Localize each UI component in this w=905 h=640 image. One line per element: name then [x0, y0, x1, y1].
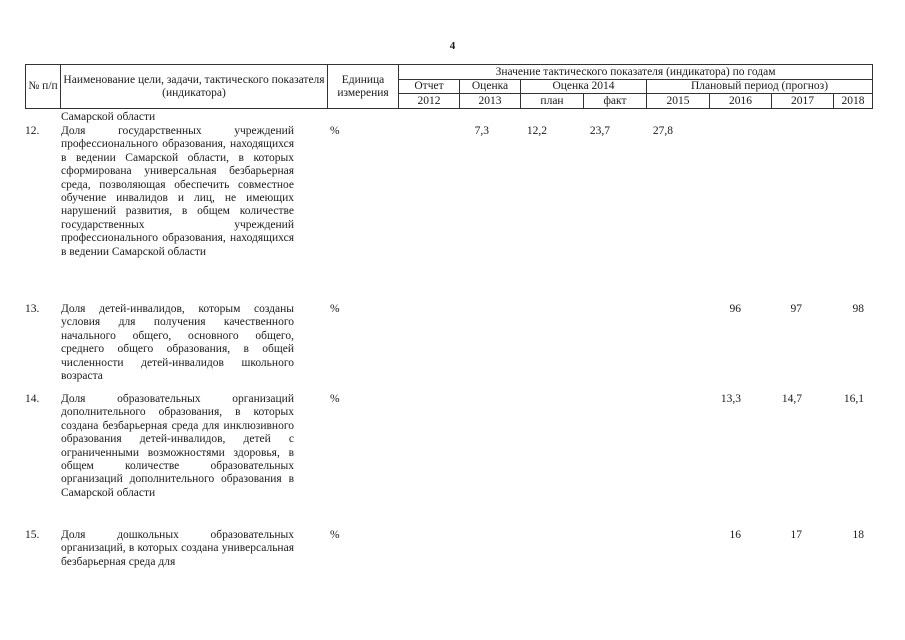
header-fact: факт — [584, 94, 647, 109]
value-2017: 14,7 — [781, 393, 802, 405]
value-2017: 17 — [790, 529, 802, 541]
header-year-2018: 2018 — [834, 94, 873, 109]
page-number: 4 — [449, 40, 456, 52]
header-year-2016: 2016 — [710, 94, 772, 109]
indicator-name: Доля государственных учреждений профессионального образования, находящихся в ведении Самарской области, в которых сформирована универсальная безбарьерная среда, позволяющая обеспечить совместное обучение инвалидов и лиц, не имеющих нарушений развития, в общем количестве государственных учреждений профессионального образования, находящихся в ведении Самарской области — [61, 125, 294, 258]
table-header — [25, 64, 873, 109]
value-2018: 16,1 — [843, 393, 864, 405]
header-values-group: Значение тактического показателя (индикатора) по годам — [399, 65, 873, 80]
header-plan: план — [521, 94, 584, 109]
value-2014-fact: 23,7 — [589, 125, 610, 137]
indicator-name: Доля дошкольных образовательных организаций, в которых создана универсальная безбарьерная среда для — [61, 529, 294, 568]
row-number: 14. — [25, 393, 40, 405]
header-estimate-year: 2013 — [460, 94, 521, 109]
value-2014-plan: 12,2 — [526, 125, 547, 137]
row-number: 12. — [25, 125, 40, 137]
value-2016: 16 — [729, 529, 741, 541]
value-2018: 18 — [852, 529, 864, 541]
unit-cell: % — [330, 393, 340, 405]
header-estimate: Оценка — [460, 80, 521, 94]
value-2016: 13,3 — [720, 393, 741, 405]
header-year-2017: 2017 — [772, 94, 834, 109]
header-name: Наименование цели, задачи, тактического показателя (индикатора) — [61, 65, 328, 109]
header-report-year: 2012 — [399, 94, 460, 109]
row-number: 13. — [25, 303, 40, 315]
indicator-name: Доля детей-инвалидов, которым созданы условия для получения качественного начального общего, основного общего, среднего общего образования, в общей численности детей-инвалидов школьного возраста — [61, 303, 294, 383]
indicator-name: Доля образовательных организаций дополнительного образования, в которых создана безбарьерная среда для инклюзивного образования детей-инвалидов, детей с ограниченными возможностями здоровья, в общем количестве образовательных организаций дополнительного образования в Самарской области — [61, 393, 294, 499]
continuation-text: Самарской области — [61, 111, 156, 123]
unit-cell: % — [330, 303, 340, 315]
value-2015: 27,8 — [652, 125, 673, 137]
value-2013: 7,3 — [474, 125, 489, 137]
header-unit: Единица измерения — [328, 65, 399, 109]
unit-cell: % — [330, 125, 340, 137]
unit-cell: % — [330, 529, 340, 541]
header-planning-period: Плановый период (прогноз) — [647, 80, 873, 94]
value-2016: 96 — [729, 303, 741, 315]
header-report: Отчет — [399, 80, 460, 94]
value-2018: 98 — [852, 303, 864, 315]
header-estimate-2014: Оценка 2014 — [521, 80, 647, 94]
row-number: 15. — [25, 529, 40, 541]
header-num: № п/п — [26, 65, 61, 109]
header-year-2015: 2015 — [647, 94, 710, 109]
value-2017: 97 — [790, 303, 802, 315]
